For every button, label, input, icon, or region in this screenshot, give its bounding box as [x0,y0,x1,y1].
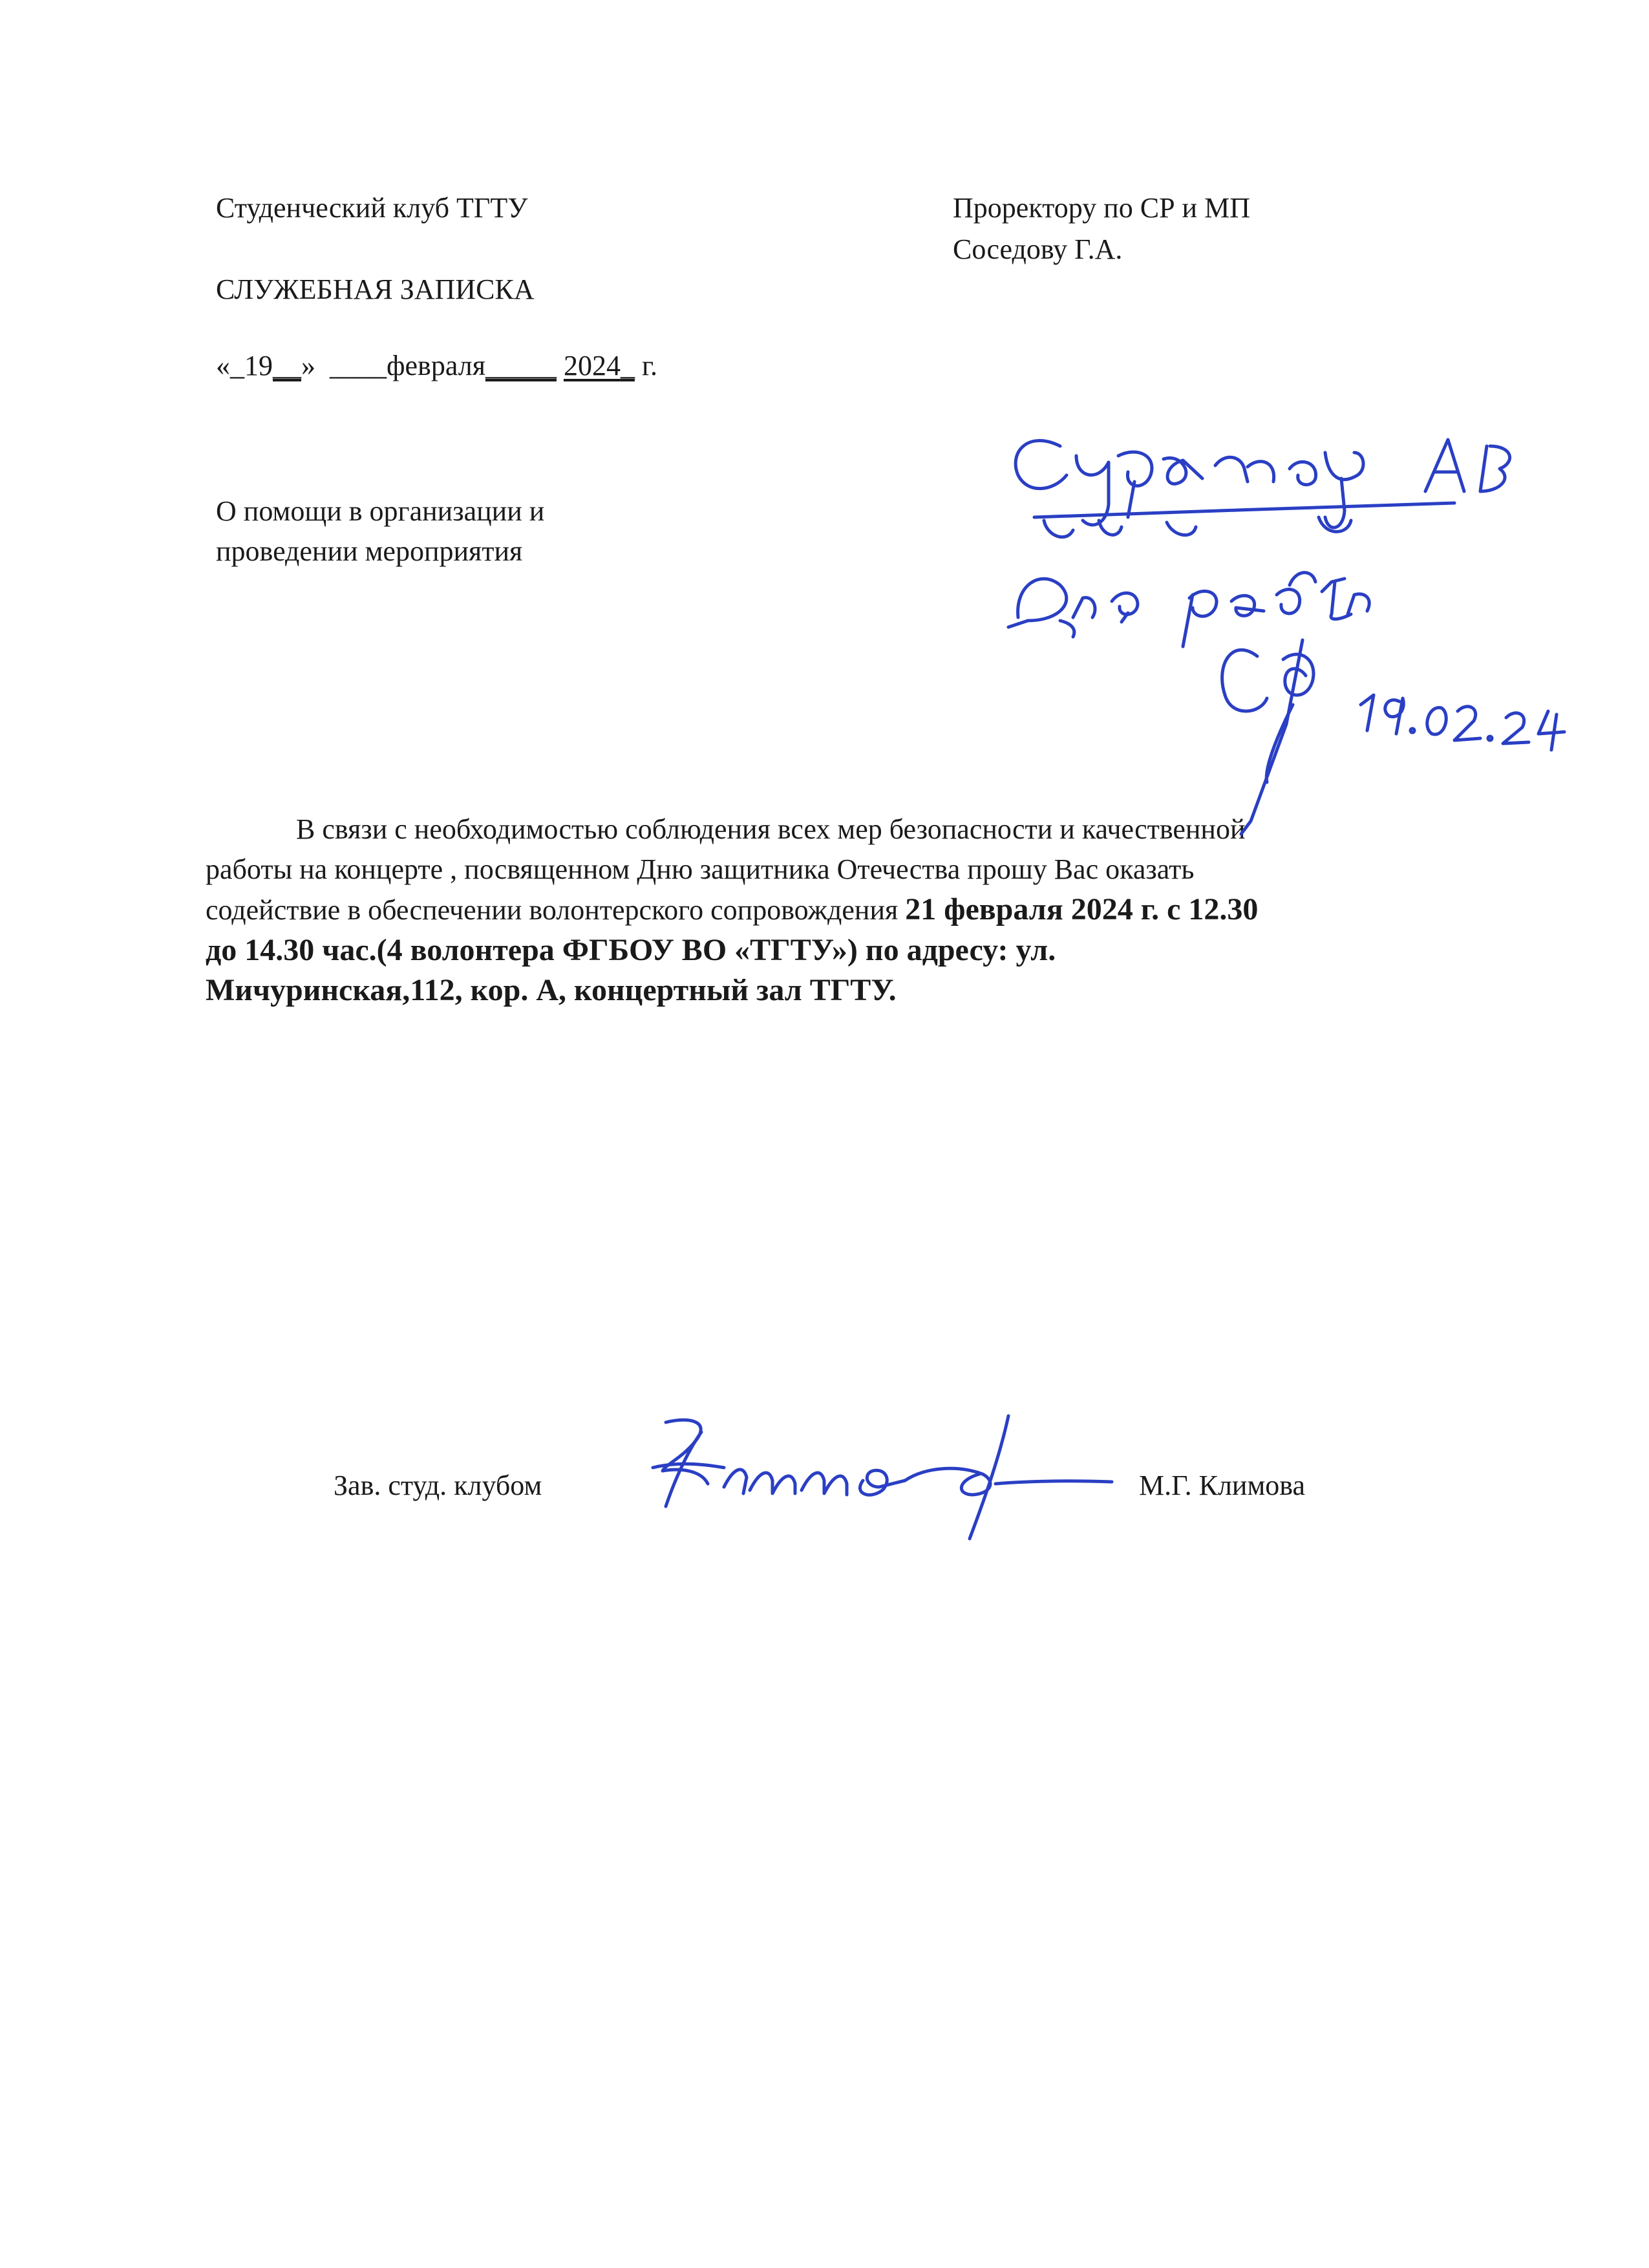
body-line-4: до 14.30 час.(4 волонтера ФГБОУ ВО «ТГТУ») по адресу: ул. [206,933,1056,967]
addressee-block [953,187,1250,270]
document-type: СЛУЖЕБНАЯ ЗАПИСКА [216,273,535,305]
body-line-3-bold: 21 февраля 2024 г. с 12.30 [905,892,1259,926]
signer-name: М.Г. Климова [1139,1470,1306,1501]
date-year: 2024 [563,350,621,381]
date-day: 19 [244,350,273,381]
date-day-tail: __ [273,350,301,381]
date-month: февраля [387,350,485,381]
date-open-quote: «_ [216,350,244,381]
signer-signature-handwriting [653,1416,1112,1539]
memo-body [206,809,1485,1011]
signer-title: Зав. студ. клубом [334,1470,542,1501]
addressee-position: Проректору по СР и МП [953,192,1250,224]
addressee-name: Соседову Г.А. [953,233,1123,265]
body-line-1: В связи с необходимостью соблюдения всех мер безопасности и качественной [296,813,1246,845]
resolution-instruction-handwriting [1008,573,1369,647]
resolution-date-handwriting [1361,695,1564,750]
document-date [216,345,657,387]
subject-line-1: О помощи в организации и [216,495,545,527]
body-line-2: работы на концерте , посвященном Дню защитника Отечества прошу Вас оказать [206,853,1195,885]
body-line-3 [206,890,1485,930]
resolution-name-handwriting [1016,440,1509,537]
date-year-tail: _ [620,350,635,381]
subject-block [216,491,544,572]
date-suffix: г. [641,350,658,381]
body-line-5: Мичуринская,112, кор. А, концертный зал ТГТУ. [206,973,897,1007]
date-close-quote: » [301,350,315,381]
date-gap-2: _____ [485,350,557,381]
sender-organization: Студенческий клуб ТГТУ [216,192,528,224]
resolution-signature-handwriting [1222,640,1314,834]
body-line-3-regular: содействие в обеспечении волонтерского сопровождения [206,894,906,926]
subject-line-2: проведении мероприятия [216,535,523,567]
date-gap-1: ____ [330,350,387,381]
